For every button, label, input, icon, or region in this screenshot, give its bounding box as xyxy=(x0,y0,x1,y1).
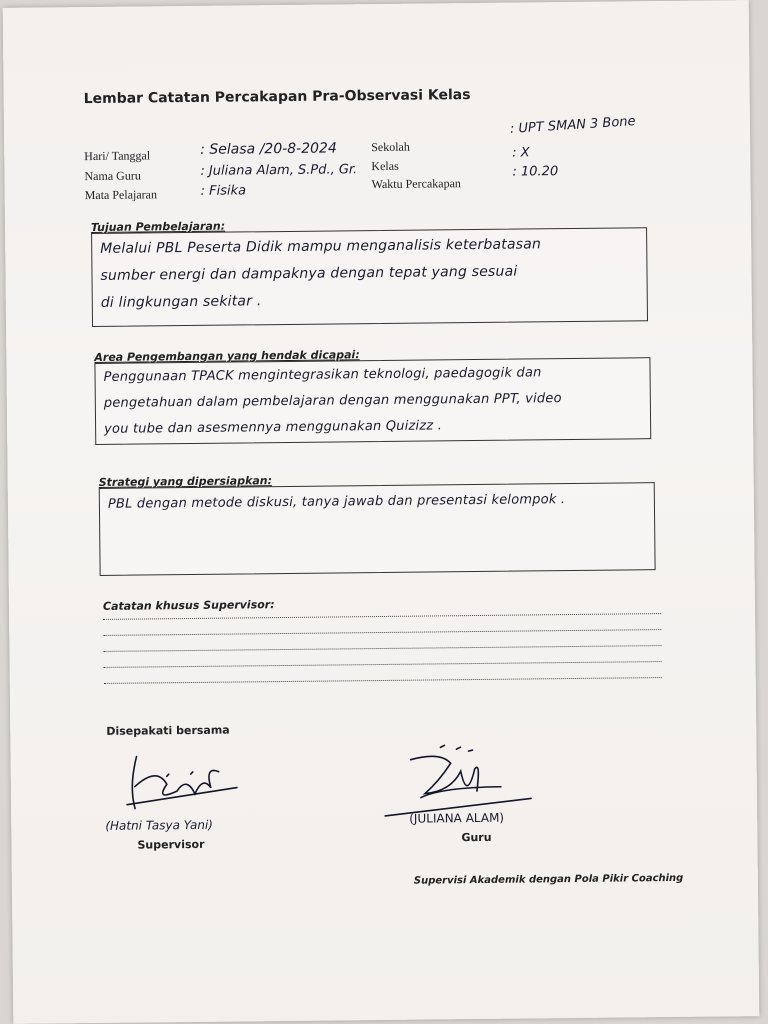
nama-guru-value: : Juliana Alam, S.Pd., Gr. xyxy=(200,162,358,179)
mapel-value: : Fisika xyxy=(200,183,247,199)
guru-signature-icon xyxy=(380,740,541,822)
document-title: Lembar Catatan Percakapan Pra-Observasi Kelas xyxy=(83,87,471,108)
tujuan-label: Tujuan Pembelajaran: xyxy=(90,219,226,235)
document-page xyxy=(3,0,760,1024)
catatan-line xyxy=(103,645,661,652)
sekolah-value: : UPT SMAN 3 Bone xyxy=(509,114,636,137)
kelas-value: : X xyxy=(512,145,530,161)
area-line: you tube dan asesmennya menggunakan Quizizz . xyxy=(104,418,443,437)
catatan-line xyxy=(104,661,662,668)
tujuan-line: sumber energi dan dampaknya dengan tepat yang sesuai xyxy=(100,263,518,284)
sekolah-label: Sekolah xyxy=(371,139,410,155)
hari-label: Hari/ Tanggal xyxy=(84,148,151,164)
area-label: Area Pengembangan yang hendak dicapai: xyxy=(94,348,360,364)
guru-name: (JULIANA ALAM) xyxy=(409,810,505,826)
agreed-label: Disepakati bersama xyxy=(106,723,230,738)
catatan-line xyxy=(103,613,661,620)
strategi-box xyxy=(99,482,656,576)
strategi-label: Strategi yang dipersiapkan: xyxy=(98,474,273,489)
guru-role: Guru xyxy=(461,830,492,845)
area-line: pengetahuan dalam pembelajaran dengan menggunakan PPT, video xyxy=(103,391,562,411)
nama-guru-label: Nama Guru xyxy=(84,168,141,184)
strategi-line: PBL dengan metode diskusi, tanya jawab dan presentasi kelompok . xyxy=(107,492,566,512)
kelas-label: Kelas xyxy=(371,158,399,174)
tujuan-line: di lingkungan sekitar . xyxy=(100,293,262,311)
supervisor-role: Supervisor xyxy=(137,837,205,852)
area-line: Penggunaan TPACK mengintegrasikan teknologi, paedagogik dan xyxy=(103,365,542,385)
supervisor-signature-icon xyxy=(106,745,247,826)
catatan-line xyxy=(104,677,662,684)
catatan-label: Catatan khusus Supervisor: xyxy=(102,598,275,613)
waktu-label: Waktu Percakapan xyxy=(371,176,461,192)
supervisor-name: (Hatni Tasya Yani) xyxy=(105,817,214,833)
tujuan-box xyxy=(91,227,648,327)
mapel-label: Mata Pelajaran xyxy=(84,187,158,203)
tujuan-line: Melalui PBL Peserta Didik mampu menganalisis keterbatasan xyxy=(100,236,542,257)
waktu-value: : 10.20 xyxy=(512,164,559,180)
hari-value: : Selasa /20-8-2024 xyxy=(200,140,337,158)
area-box xyxy=(94,357,651,445)
catatan-line xyxy=(103,629,661,636)
footer-text: Supervisi Akademik dengan Pola Pikir Coaching xyxy=(413,872,684,887)
